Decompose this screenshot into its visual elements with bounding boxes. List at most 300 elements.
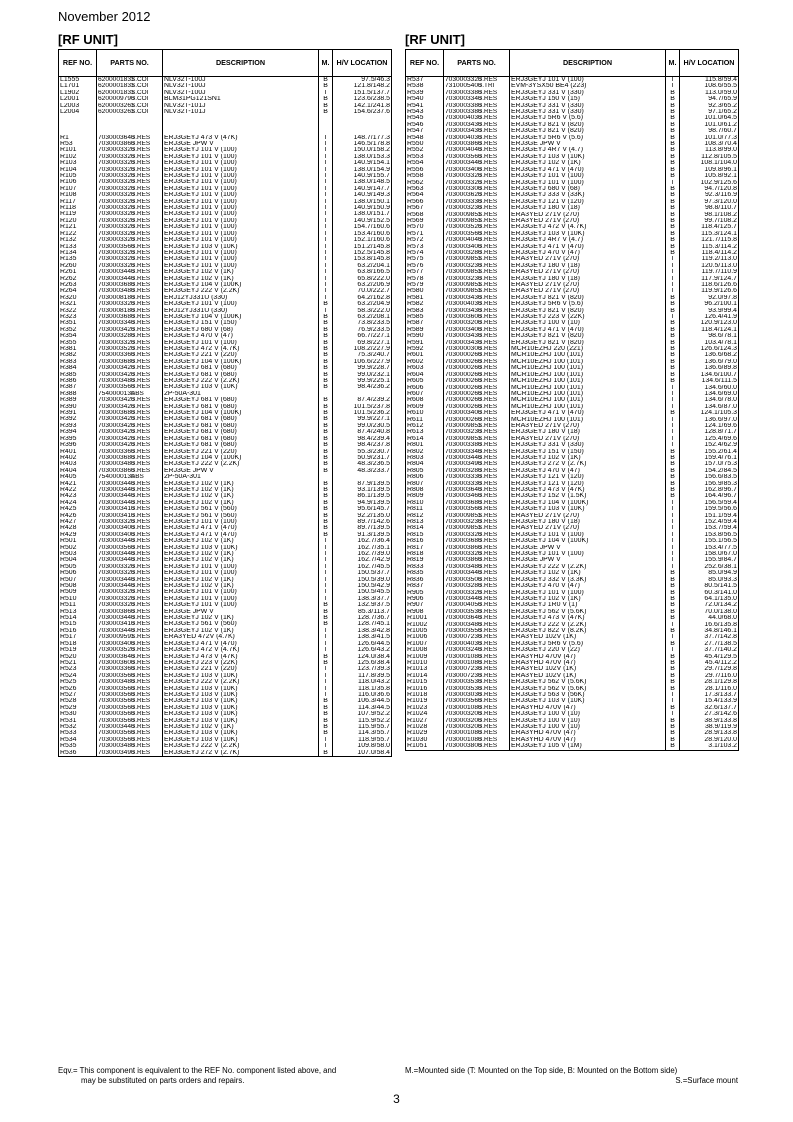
- desc-cell: ERJ3GEYJ 103 V (10K): [163, 545, 319, 551]
- location-cell: 16.6/135.8: [680, 622, 739, 628]
- desc-cell: ERJ3GEYJ 331 V (330): [510, 103, 666, 109]
- part-number: 7030003680: [98, 281, 135, 288]
- part-number: 7030003440: [98, 615, 135, 622]
- ref-cell: R1005: [406, 628, 444, 634]
- mount-cell: T: [319, 743, 333, 749]
- desc-cell: ERJ12YJ331U (330): [163, 295, 319, 301]
- mount-cell: B: [666, 250, 680, 256]
- location-cell: 85.0/94.9: [680, 570, 739, 576]
- part-type: S.RES: [131, 288, 151, 295]
- desc-cell: ERJ3GEYJ 103 V (10K): [163, 698, 319, 704]
- ref-cell: R532: [59, 724, 97, 730]
- ref-cell: R351: [59, 320, 97, 326]
- part-type: S.RES: [131, 621, 151, 628]
- part-type: S.RES: [478, 615, 498, 622]
- part-type: S.RES: [478, 659, 498, 666]
- ref-cell: R505: [59, 564, 97, 570]
- part-type: S.RES: [131, 339, 151, 346]
- mount-cell: B: [319, 532, 333, 538]
- location-cell: 87.4/239.2: [333, 397, 392, 403]
- ref-cell: R907: [406, 602, 444, 608]
- desc-cell: ERJ3GEYJ 102 V (1K): [163, 583, 319, 589]
- desc-cell: ERJ3GEYJ 101 V (100): [163, 301, 319, 307]
- desc-cell: ERJ3GEYJ 101 V (100): [163, 602, 319, 608]
- desc-cell: ERJ3GEYJ 103 V (10K): [163, 711, 319, 717]
- mount-cell: B: [666, 372, 680, 378]
- part-number: 7030003320: [98, 262, 135, 269]
- location-cell: 119.9/126.6: [680, 288, 739, 294]
- ref-cell: R355: [59, 340, 97, 346]
- location-cell: 162.8/96.7: [680, 487, 739, 493]
- desc-cell: NLV32T-100J: [163, 83, 319, 89]
- desc-cell: ERA3YED 271V (270): [510, 269, 666, 275]
- mount-cell: T: [319, 218, 333, 224]
- desc-cell: ERJ3GEYJ 103 V (10K): [163, 384, 319, 390]
- part-number: 7030003340: [445, 448, 482, 455]
- location-cell: 38.9/133.8: [680, 718, 739, 724]
- desc-cell: ERA3YED 102V (1K): [510, 666, 666, 672]
- ref-cell: R547: [406, 128, 444, 134]
- desc-cell: ERA3YED 102V (1K): [510, 673, 666, 679]
- location-cell: 136.6/97.0: [680, 417, 739, 423]
- location-cell: 87.9/139.5: [333, 481, 392, 487]
- location-cell: 134.6/87.0: [680, 404, 739, 410]
- location-cell: 140.9/155.7: [333, 173, 392, 179]
- ref-cell: R119: [59, 211, 97, 217]
- ref-cell: R396: [59, 442, 97, 448]
- part-number: 7030003440: [98, 493, 135, 500]
- mount-cell: B: [666, 666, 680, 672]
- part-type: S.RES: [131, 691, 151, 698]
- ref-cell: R568: [406, 212, 444, 218]
- part-type: S.RES: [131, 589, 151, 596]
- location-cell: 159.5/56.6: [680, 506, 739, 512]
- part-number: 7030003400: [445, 243, 482, 250]
- desc-cell: ERJ3GEYJ 5R6 V (5.6): [510, 641, 666, 647]
- desc-cell: ERJ3GEYJ 471 V (470): [163, 525, 319, 531]
- location-cell: 118.0/43.2: [333, 679, 392, 685]
- location-cell: 138.3/41.5: [333, 634, 392, 640]
- desc-cell: ERJ3GEYJ 102 V (1K): [510, 455, 666, 461]
- part-type: S.RES: [131, 531, 151, 538]
- part-number: 7030003560: [98, 717, 135, 724]
- ref-cell: R567: [406, 205, 444, 211]
- desc-cell: ERJ3GEYJ 180 V (18): [510, 205, 666, 211]
- desc-cell: ERJ3GEYJ 331 V (330): [510, 442, 666, 448]
- col-m-header: M.: [666, 50, 680, 77]
- part-type: S.RES: [131, 499, 151, 506]
- location-cell: 99.9/225.1: [333, 378, 392, 384]
- part-type: S.RES: [478, 730, 498, 737]
- section-title-left: [RF UNIT]: [58, 32, 118, 47]
- part-type: S.RES: [478, 557, 498, 564]
- mount-cell: B: [666, 487, 680, 493]
- part-type: S.RES: [131, 192, 151, 199]
- location-cell: 150.5/37.7: [333, 570, 392, 576]
- mount-cell: T: [666, 557, 680, 563]
- desc-cell: MCR10EZHJ 100 (101): [510, 404, 666, 410]
- part-number: 7030003320: [98, 256, 135, 263]
- part-number: 7030000260: [445, 352, 482, 359]
- ref-cell: R101: [59, 147, 97, 153]
- part-number: 7030009851: [445, 512, 482, 519]
- ref-cell: L2003: [59, 103, 97, 109]
- location-cell: 119.7/110.9: [680, 269, 739, 275]
- col-ref-header: REF NO.: [59, 50, 97, 77]
- part-type: S.RES: [478, 519, 498, 526]
- part-number: 7030001080: [445, 653, 482, 660]
- mount-cell: T: [666, 545, 680, 551]
- part-number: 7030003320: [98, 301, 135, 308]
- desc-cell: ERJ3GEYJ 681 V (680): [163, 429, 319, 435]
- location-cell: 29.7/116.0: [680, 673, 739, 679]
- part-number: 7030003320: [98, 179, 135, 186]
- part-type: S.RES: [131, 493, 151, 500]
- desc-cell: MCR10EZHJ 100 (101): [510, 397, 666, 403]
- location-cell: 150.5/39.0: [333, 577, 392, 583]
- mount-cell: T: [319, 90, 333, 96]
- desc-cell: ERJ3GEYJ 102 V (1K): [163, 628, 319, 634]
- mount-cell: B: [666, 609, 680, 615]
- part-type: S.RES: [131, 480, 151, 487]
- part-type: S.RES: [478, 576, 498, 583]
- location-cell: 98.8/110.7: [680, 205, 739, 211]
- ref-cell: R421: [59, 481, 97, 487]
- part-number: 7030009851: [445, 269, 482, 276]
- mount-cell: T: [319, 250, 333, 256]
- part-number: 7030003230: [445, 205, 482, 212]
- location-cell: 155.9/84.7: [680, 557, 739, 563]
- part-number: 7030009591: [98, 634, 135, 641]
- ref-cell: R582: [406, 301, 444, 307]
- part-type: S.RES: [478, 76, 498, 83]
- mount-cell: B: [666, 109, 680, 115]
- location-cell: 134.6/78.0: [680, 397, 739, 403]
- mount-cell: B: [319, 513, 333, 519]
- location-cell: 97.1/65.2: [680, 109, 739, 115]
- desc-cell: ERJ3GEYJ 104 V (100K): [163, 314, 319, 320]
- ref-cell: R546: [406, 122, 444, 128]
- location-cell: 27.3/142.6: [680, 711, 739, 717]
- mount-cell: B: [666, 596, 680, 602]
- ref-cell: R262: [59, 276, 97, 282]
- mount-cell: B: [319, 730, 333, 736]
- part-number: 7030003560: [98, 698, 135, 705]
- part-type: S.RES: [478, 692, 498, 698]
- location-cell: 80.5/141.5: [680, 583, 739, 589]
- mount-cell: B: [666, 410, 680, 416]
- location-cell: 121.7/115.8: [680, 237, 739, 243]
- location-cell: 99.7/108.2: [680, 218, 739, 224]
- part-number: 7030003440: [445, 160, 482, 167]
- ref-cell: R1006: [406, 634, 444, 640]
- ref-cell: R1051: [406, 743, 444, 750]
- desc-cell: ERJ3GEYJ 222 V (2.2K): [163, 378, 319, 384]
- part-number: 7030003420: [98, 365, 135, 372]
- part-number: 7030003420: [98, 442, 135, 449]
- ref-cell: R1027: [406, 718, 444, 724]
- location-cell: 101.0/61.2: [680, 122, 739, 128]
- part-number: 7030009851: [445, 435, 482, 442]
- part-type: S.RES: [478, 333, 498, 340]
- desc-cell: ERJ3GEYJ 680 V (68): [163, 327, 319, 333]
- mount-cell: T: [666, 525, 680, 531]
- desc-cell: ERJ3GEYJ 103 V (10K): [163, 737, 319, 743]
- desc-cell: MCR10EZHJ 100 (101): [510, 385, 666, 391]
- mount-cell: B: [666, 654, 680, 660]
- location-cell: 98.4/239.4: [333, 436, 392, 442]
- location-cell: 116.0/36.6: [333, 692, 392, 698]
- part-number: 7030003330: [445, 480, 482, 487]
- mount-cell: T: [319, 192, 333, 198]
- location-cell: 91.3/139.5: [333, 532, 392, 538]
- part-number: 7030003440: [445, 570, 482, 577]
- location-cell: 114.3/44.5: [333, 705, 392, 711]
- desc-cell: ERJ3GEYJ 332 V (3.3K): [510, 577, 666, 583]
- location-cell: 27.7/138.5: [680, 641, 739, 647]
- ref-cell: R906: [406, 596, 444, 602]
- desc-cell: ERJ3GEYJ 272 V (2.7K): [163, 750, 319, 757]
- ref-cell: R550: [406, 141, 444, 147]
- mount-cell: B: [666, 192, 680, 198]
- desc-cell: ERJ3GEYJ 100 V (10): [510, 320, 666, 326]
- location-cell: 98.7/60.7: [680, 128, 739, 134]
- part-number: 7030003680: [445, 538, 482, 545]
- location-cell: 117.8/39.5: [333, 673, 392, 679]
- desc-cell: ERJ3GEYJ 101 V (100): [163, 340, 319, 346]
- part-number: 7030000260: [445, 390, 482, 397]
- part-type: S.RES: [478, 448, 498, 455]
- part-number: 7030003400: [445, 326, 482, 333]
- desc-cell: ERJ3GEYJ 103 V (10K): [163, 705, 319, 711]
- location-cell: 126.6/43.2: [333, 647, 392, 653]
- desc-cell: ERJ3GEYJ 5R6 V (5.6): [510, 301, 666, 307]
- desc-cell: ERJ3GEYJ 222 V (2.2K): [163, 288, 319, 294]
- part-number: 7030003480: [98, 679, 135, 686]
- location-cell: 15.4/133.9: [680, 698, 739, 704]
- mount-cell: B: [319, 493, 333, 499]
- part-number: 7030003530: [445, 608, 482, 615]
- section-title-right: [RF UNIT]: [405, 32, 465, 47]
- location-cell: 108.1/104.0: [680, 160, 739, 166]
- ref-cell: L1555: [59, 77, 97, 84]
- part-number: 6200003261: [98, 102, 135, 109]
- ref-cell: R102: [59, 154, 97, 160]
- location-cell: 132.9/37.5: [333, 602, 392, 608]
- part-number: 7030003320: [98, 198, 135, 205]
- location-cell: 45.4/129.5: [680, 654, 739, 660]
- mount-cell: T: [666, 314, 680, 320]
- part-type: S.RES: [478, 442, 498, 449]
- desc-cell: ERJ3GEYJ 103 V (10K): [163, 244, 319, 250]
- mount-cell: T: [666, 506, 680, 512]
- desc-cell: ERJ3GEYJ 121 V (120): [510, 199, 666, 205]
- ref-cell: R1018: [406, 692, 444, 698]
- part-number: 7030009851: [445, 282, 482, 288]
- equivalence-note-line1: Eqv.= This component is equivalent to the REF No. component listed above, and: [58, 1066, 337, 1075]
- desc-cell: ERJ3GEYJ 102 V (1K): [163, 577, 319, 583]
- part-number: 7030000260: [445, 416, 482, 423]
- ref-cell: R807: [406, 481, 444, 487]
- part-number: 7030003400: [98, 531, 135, 538]
- part-type: S.RES: [131, 749, 151, 756]
- location-cell: 138.3/42.8: [333, 628, 392, 634]
- part-type: S.RES: [478, 134, 498, 141]
- part-number: 7030003440: [98, 551, 135, 558]
- location-cell: 108.6/55.5: [680, 83, 739, 89]
- part-type: S.RES: [131, 666, 151, 673]
- mount-cell: B: [319, 365, 333, 371]
- table-row: [406, 77, 739, 84]
- part-number: 7030003420: [98, 435, 135, 442]
- mount-cell: T: [666, 647, 680, 653]
- part-number: 7030003420: [98, 371, 135, 378]
- ref-cell: R422: [59, 487, 97, 493]
- part-number: 7030003520: [98, 346, 135, 353]
- ref-cell: L1902: [59, 90, 97, 96]
- col-parts-header: PARTS NO.: [444, 50, 510, 77]
- part-number: 6200001831: [98, 76, 135, 83]
- part-number: 7030003680: [98, 313, 135, 320]
- part-number: 7030003680: [98, 454, 135, 461]
- ref-cell: R813: [406, 519, 444, 525]
- part-type: S.RES: [478, 358, 498, 365]
- desc-cell: ERJ3GEYJ 101 V (100): [510, 77, 666, 84]
- location-cell: 99.0/230.5: [333, 423, 392, 429]
- mount-cell: T: [666, 423, 680, 429]
- location-cell: 114.3/55.7: [333, 730, 392, 736]
- part-type: S.RES: [478, 467, 498, 474]
- col-loc-header: H/V LOCATION: [680, 50, 739, 77]
- part-number: 7030003320: [98, 185, 135, 192]
- mount-cell: B: [319, 77, 333, 84]
- mount-cell: T: [319, 538, 333, 544]
- desc-cell: ERJ3GEYJ 681 V (680): [163, 416, 319, 422]
- desc-cell: ERJ3GEYJ 101 V (100): [163, 211, 319, 217]
- desc-cell: ERJ3GEYJ 102 V (1K): [510, 570, 666, 576]
- mount-cell: B: [319, 384, 333, 390]
- part-number: 7030003440: [98, 269, 135, 276]
- part-number: 7030003320: [98, 230, 135, 237]
- location-cell: 124.0/38.4: [333, 654, 392, 660]
- mount-cell: T: [666, 564, 680, 570]
- ref-cell: R563: [406, 186, 444, 192]
- part-type: S.RES: [478, 378, 498, 385]
- ref-cell: R808: [406, 487, 444, 493]
- col-loc-header: H/V LOCATION: [333, 50, 392, 77]
- location-cell: 115.8/59.4: [680, 77, 739, 84]
- desc-cell: ERJ3GEYJ 473 V (47K): [163, 135, 319, 141]
- desc-cell: ERA3YED 472V (4.7K): [163, 634, 319, 640]
- mount-cell: B: [666, 224, 680, 230]
- part-number: 7030003420: [98, 416, 135, 423]
- part-number: 7030000260: [445, 384, 482, 391]
- part-number: 7030003530: [445, 685, 482, 692]
- desc-cell: ERJ3GEYJ 821 V (820): [510, 340, 666, 346]
- part-number: 7030003490: [98, 749, 135, 756]
- part-number: 7030003480: [98, 288, 135, 295]
- part-type: S.RES: [478, 480, 498, 487]
- ref-cell: R134: [59, 250, 97, 256]
- ref-cell: R566: [406, 199, 444, 205]
- ref-cell: R382: [59, 352, 97, 358]
- ref-cell: R592: [406, 346, 444, 352]
- ref-cell: R104: [59, 167, 97, 173]
- ref-cell: R519: [59, 647, 97, 653]
- mount-cell: B: [666, 724, 680, 730]
- ref-cell: R394: [59, 429, 97, 435]
- desc-cell: ERJ3GEYJ 470 V (47): [510, 583, 666, 589]
- part-number: 7030003360: [98, 666, 135, 673]
- location-cell: 156.9/85.3: [680, 481, 739, 487]
- ref-cell: R1015: [406, 679, 444, 685]
- part-number: 7030003410: [98, 506, 135, 513]
- part-type: S.RES: [131, 615, 151, 622]
- location-cell: 63.2/204.1: [333, 263, 392, 269]
- mount-cell: B: [319, 340, 333, 346]
- mount-cell: B: [666, 493, 680, 499]
- desc-cell: ERJ3GEYJ 102 V (1K): [163, 557, 319, 563]
- desc-cell: ERJ3GEYJ 102 V (1K): [163, 500, 319, 506]
- mount-cell: B: [666, 147, 680, 153]
- part-number: 7030003420: [98, 397, 135, 404]
- part-type: S.RES: [478, 672, 498, 679]
- part-type: S.RES: [478, 256, 498, 263]
- part-number: 7030007230: [445, 666, 482, 673]
- location-cell: 37.7/142.8: [680, 634, 739, 640]
- location-cell: 3.1/103.2: [680, 743, 739, 750]
- parts-table-left: [58, 49, 392, 757]
- part-type: S.RES: [478, 282, 498, 288]
- part-type: S.RES: [131, 410, 151, 417]
- part-number: 7030003380: [445, 89, 482, 96]
- part-number: 7030003440: [98, 275, 135, 282]
- location-cell: 121.8/148.2: [333, 83, 392, 89]
- part-type: S.RES: [131, 224, 151, 231]
- part-type: S.RES: [478, 487, 498, 493]
- part-type: S.RES: [131, 243, 151, 250]
- mount-cell: B: [666, 481, 680, 487]
- ref-cell: R837: [406, 583, 444, 589]
- mount-cell: T: [666, 513, 680, 519]
- location-cell: 93.9/99.4: [680, 308, 739, 314]
- location-cell: 99.9/227.1: [333, 416, 392, 422]
- part-number: 7030003200: [445, 717, 482, 724]
- part-type: S.RES: [131, 179, 151, 186]
- part-type: S.RES: [478, 326, 498, 333]
- mount-cell: T: [666, 622, 680, 628]
- ref-cell: R558: [406, 173, 444, 179]
- ref-cell: R404: [59, 468, 97, 474]
- part-type: S.RES: [131, 634, 151, 641]
- location-cell: 17.3/133.7: [680, 692, 739, 698]
- ref-cell: R604: [406, 372, 444, 378]
- desc-cell: ERJ3GEYJ 563 V (56K): [510, 692, 666, 698]
- part-number: 7030003560: [98, 730, 135, 737]
- part-type: S.RES: [131, 397, 151, 404]
- part-number: 7030004030: [445, 134, 482, 141]
- part-type: S.RES: [131, 185, 151, 192]
- location-cell: 101.0/64.5: [680, 115, 739, 121]
- desc-cell: MCR10EZHJ 100 (101): [510, 378, 666, 384]
- desc-cell: ERJ3GEYJ 101 V (100): [510, 180, 666, 186]
- mount-cell: B: [666, 718, 680, 724]
- mount-cell: T: [666, 634, 680, 640]
- part-number: 7030003340: [445, 96, 482, 103]
- desc-cell: ERA3YED 271V (270): [510, 525, 666, 531]
- part-number: 7030003320: [98, 249, 135, 256]
- mount-cell: T: [666, 436, 680, 442]
